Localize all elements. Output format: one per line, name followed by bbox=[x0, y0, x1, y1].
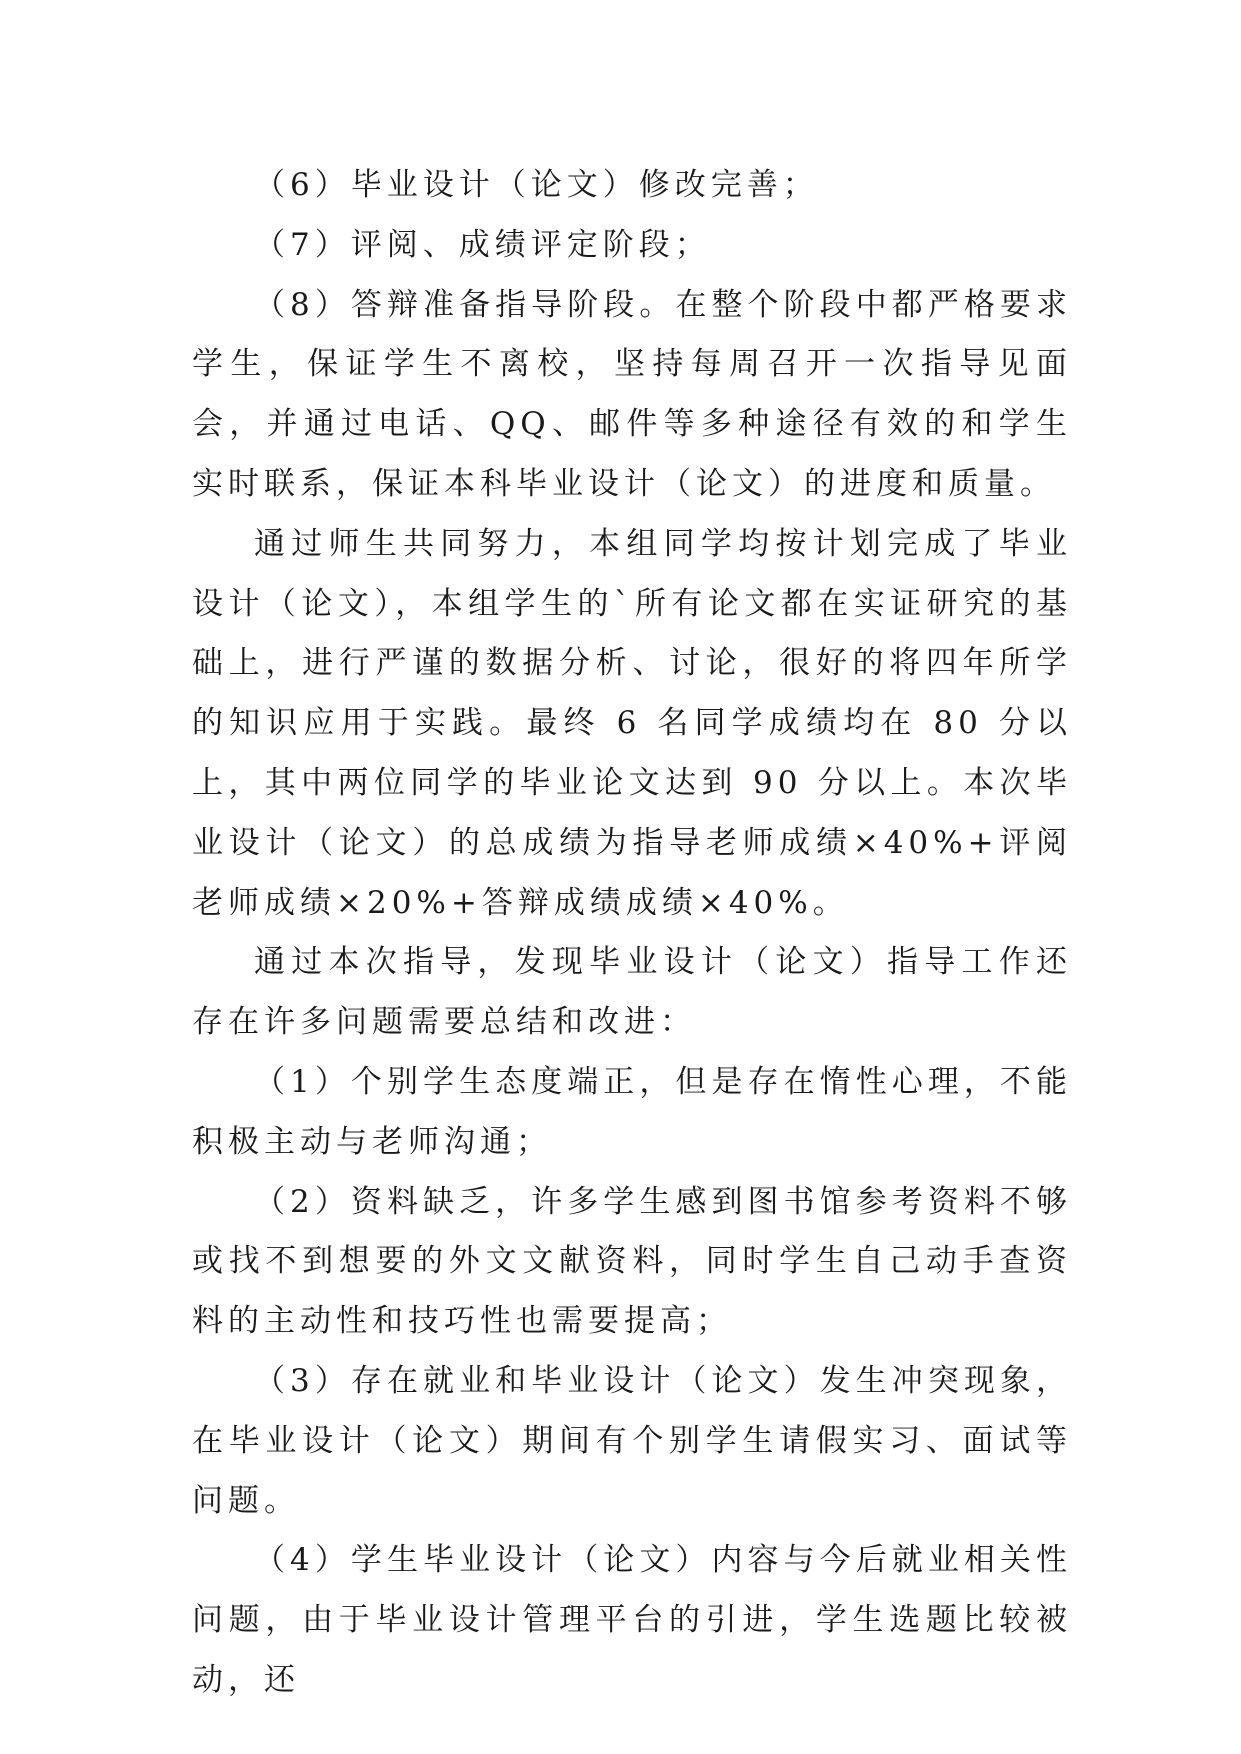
paragraph-stage-7: （7）评阅、成绩评定阶段； bbox=[254, 226, 711, 263]
paragraph-stage-6: （6）毕业设计（论文）修改完善； bbox=[254, 167, 819, 203]
paragraph-problem-4: （4）学生毕业设计（论文）内容与今后就业相关性问题，由于毕业设计管理平台的引进，学生选题比较被动，还 bbox=[192, 1542, 1072, 1698]
document-page bbox=[192, 156, 1072, 1711]
paragraph-problems-intro: 通过本次指导，发现毕业设计（论文）指导工作还存在许多问题需要总结和改进： bbox=[192, 944, 1072, 1041]
paragraph-results-summary: 通过师生共同努力，本组同学均按计划完成了毕业设计（论文），本组学生的`所有论文都在实证研究的基础上，进行严谨的数据分析、讨论，很好的将四年所学的知识应用于实践。最终 6 名同学成绩均在 80 分以上，其中两位同学的毕业论文达到 90 分以上。本次毕业设计（论文）的总成绩为指导老师成绩×40%+评阅老师成绩×20%+答辩成绩成绩×40%。 bbox=[192, 525, 1072, 921]
paragraph-stage-8: （8）答辩准备指导阶段。在整个阶段中都严格要求学生，保证学生不离校，坚持每周召开一次指导见面会，并通过电话、QQ、邮件等多种途径有效的和学生实时联系，保证本科毕业设计（论文）的进度和质量。 bbox=[192, 286, 1072, 502]
paragraph-problem-1: （1）个别学生态度端正，但是存在惰性心理，不能积极主动与老师沟通； bbox=[192, 1063, 1072, 1160]
paragraph-problem-3: （3）存在就业和毕业设计（论文）发生冲突现象，在毕业设计（论文）期间有个别学生请假实习、面试等问题。 bbox=[192, 1362, 1072, 1519]
paragraph-problem-2: （2）资料缺乏，许多学生感到图书馆参考资料不够或找不到想要的外文文献资料，同时学生自己动手查资料的主动性和技巧性也需要提高； bbox=[192, 1183, 1072, 1340]
